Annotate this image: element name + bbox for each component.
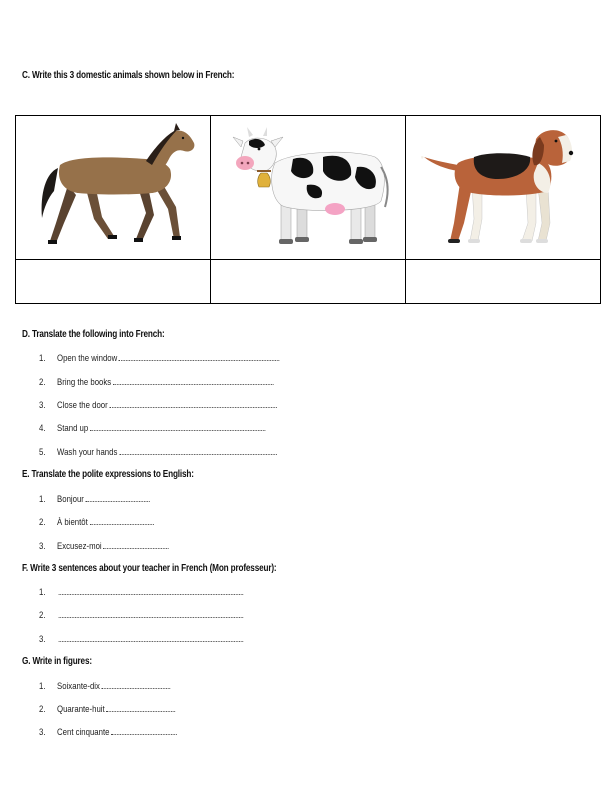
item-number: 1. [39, 681, 46, 692]
item-text: Quarante-huit [57, 704, 105, 715]
answer-line[interactable] [106, 703, 175, 712]
animals-table [15, 115, 601, 304]
section-d-item [39, 422, 265, 434]
horse-illustration [28, 123, 198, 253]
answer-line[interactable] [111, 726, 177, 735]
answer-line[interactable] [86, 493, 150, 502]
item-text: Soixante-dix [57, 681, 100, 692]
item-number: 2. [39, 610, 46, 621]
dog-answer-cell[interactable] [406, 260, 601, 304]
cow-cell [211, 116, 406, 260]
answer-line[interactable] [113, 376, 274, 385]
item-text: Cent cinquante [57, 727, 110, 738]
answer-line[interactable] [109, 399, 276, 408]
section-g-item [39, 680, 170, 692]
section-g-heading: G. Write in figures: [22, 656, 92, 667]
item-number: 3. [39, 400, 46, 411]
section-f-heading: F. Write 3 sentences about your teacher in French (Mon professeur): [22, 563, 277, 574]
item-text: Wash your hands [57, 447, 118, 458]
item-number: 2. [39, 704, 46, 715]
answer-line[interactable] [59, 586, 244, 595]
answer-line[interactable] [90, 422, 265, 431]
section-d-item [39, 352, 280, 364]
answer-line[interactable] [119, 352, 280, 361]
answer-line[interactable] [119, 446, 276, 455]
answer-line[interactable] [59, 609, 244, 618]
cow-answer-cell[interactable] [211, 260, 406, 304]
item-text: Close the door [57, 400, 108, 411]
dog-cell [406, 116, 601, 260]
item-number: 2. [39, 517, 46, 528]
item-number: 2. [39, 377, 46, 388]
dog-illustration [418, 123, 588, 253]
item-text: Excusez-moi [57, 541, 102, 552]
item-number: 3. [39, 727, 46, 738]
section-d-item [39, 376, 274, 388]
item-number: 1. [39, 494, 46, 505]
section-g-item [39, 703, 175, 715]
item-text: Bring the books [57, 377, 112, 388]
item-number: 3. [39, 541, 46, 552]
item-text: Stand up [57, 423, 89, 434]
item-number: 5. [39, 447, 46, 458]
item-number: 3. [39, 634, 46, 645]
section-c-heading: C. Write this 3 domestic animals shown below in French: [22, 70, 235, 81]
section-e-item [39, 493, 149, 505]
answer-line[interactable] [103, 540, 169, 549]
section-d-item [39, 399, 277, 411]
horse-cell [16, 116, 211, 260]
item-text: Open the window [57, 353, 118, 364]
section-e-heading: E. Translate the polite expressions to English: [22, 469, 194, 480]
section-g-item [39, 726, 177, 738]
section-e-item [39, 516, 153, 528]
section-d-item [39, 446, 276, 458]
horse-answer-cell[interactable] [16, 260, 211, 304]
item-text: Bonjour [57, 494, 84, 505]
answer-line[interactable] [89, 516, 153, 525]
answer-line[interactable] [59, 633, 244, 642]
item-number: 1. [39, 353, 46, 364]
item-text: À bientôt [57, 517, 88, 528]
section-f-item [39, 586, 243, 598]
section-f-item [39, 609, 243, 621]
section-f-item [39, 633, 243, 645]
item-number: 1. [39, 587, 46, 598]
cow-illustration [223, 123, 393, 253]
section-e-item [39, 540, 169, 552]
section-d-heading: D. Translate the following into French: [22, 329, 165, 340]
answer-line[interactable] [102, 680, 171, 689]
item-number: 4. [39, 423, 46, 434]
